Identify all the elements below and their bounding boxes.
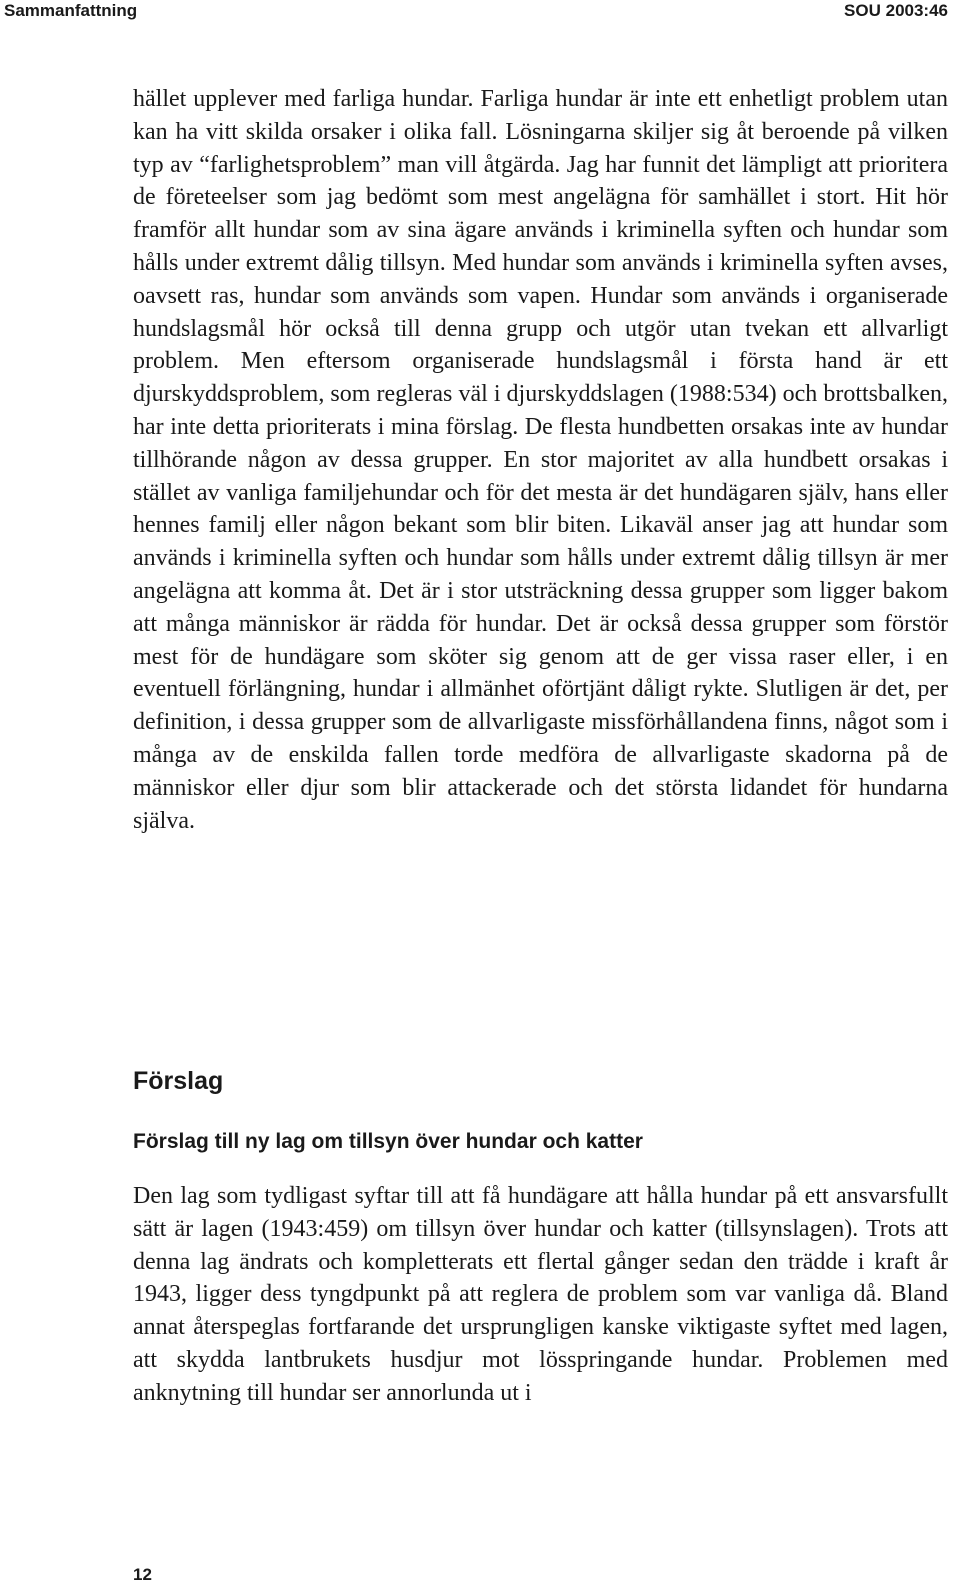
section-heading: Förslag xyxy=(133,1067,224,1095)
running-head-section: Sammanfattning xyxy=(4,1,138,20)
running-head-report-id: SOU 2003:46 xyxy=(844,1,948,20)
subsection-heading: Förslag till ny lag om tillsyn över hundar och katter xyxy=(133,1130,643,1153)
running-head xyxy=(0,0,960,22)
page-number: 12 xyxy=(133,1565,152,1584)
body-paragraph-1: hället upplever med farliga hundar. Farliga hundar är inte ett enhetligt problem utan kan ha vitt skilda orsaker i olika fall. Lösningarna skiljer sig åt beroende på vilken typ av “farlighetsproblem” man vill åtgärda. Jag har funnit det lämpligt att prioritera de företeelser som jag bedömt som mest angelägna för samhället i stort. Hit hör framför allt hundar som av sina ägare används i kriminella syften och hundar som hålls under extremt dålig tillsyn. Med hundar som används i kriminella syften avses, oavsett ras, hundar som används som vapen. Hundar som används i organiserade hundslagsmål hör också till denna grupp och utgör utan tvekan ett allvarligt problem. Men eftersom organiserade hundslagsmål i första hand är ett djurskyddsproblem, som regleras väl i djurskyddslagen (1988:534) och brottsbalken, har inte detta prioriterats i mina förslag. De flesta hundbetten orsakas inte av hundar tillhörande någon av dessa grupper. En stor majoritet av alla hundbett orsakas i stället av vanliga familjehundar och för det mesta är det hundägaren själv, hans eller hennes familj eller någon bekant som blir biten. Likaväl anser jag att hundar som används i kriminella syften och hundar som hålls under extremt dålig tillsyn är mer angelägna att komma åt. Det är i stor utsträckning dessa grupper som ligger bakom att många människor är rädda för hundar. Det är också dessa grupper som förstör mest för de hundägare som sköter sig genom att de ger vissa raser eller, i en eventuell förlängning, hundar i allmänhet oförtjänt dåligt rykte. Slutligen är det, per definition, i dessa grupper som de allvarligaste missförhållandena finns, något som i många av de enskilda fallen torde medföra de allvarligaste skadorna på de människor eller djur som blir attackerade och det största lidandet för hundarna själva. xyxy=(133,86,948,834)
body-paragraph-2: Den lag som tydligast syftar till att få hundägare att hålla hundar på ett ansvarsfullt sätt är lagen (1943:459) om tillsyn över hundar och katter (tillsynslagen). Trots att denna lag ändrats och kompletterats ett flertal gånger sedan den trädde i kraft år 1943, ligger dess tyngdpunkt på att reglera de problem som var vanliga då. Bland annat återspeglas fortfarande det ursprungligen kanske viktigaste syftet med lagen, att skydda lantbrukets husdjur mot lösspringande hundar. Problemen med anknytning till hundar ser annorlunda ut i xyxy=(133,1183,948,1406)
